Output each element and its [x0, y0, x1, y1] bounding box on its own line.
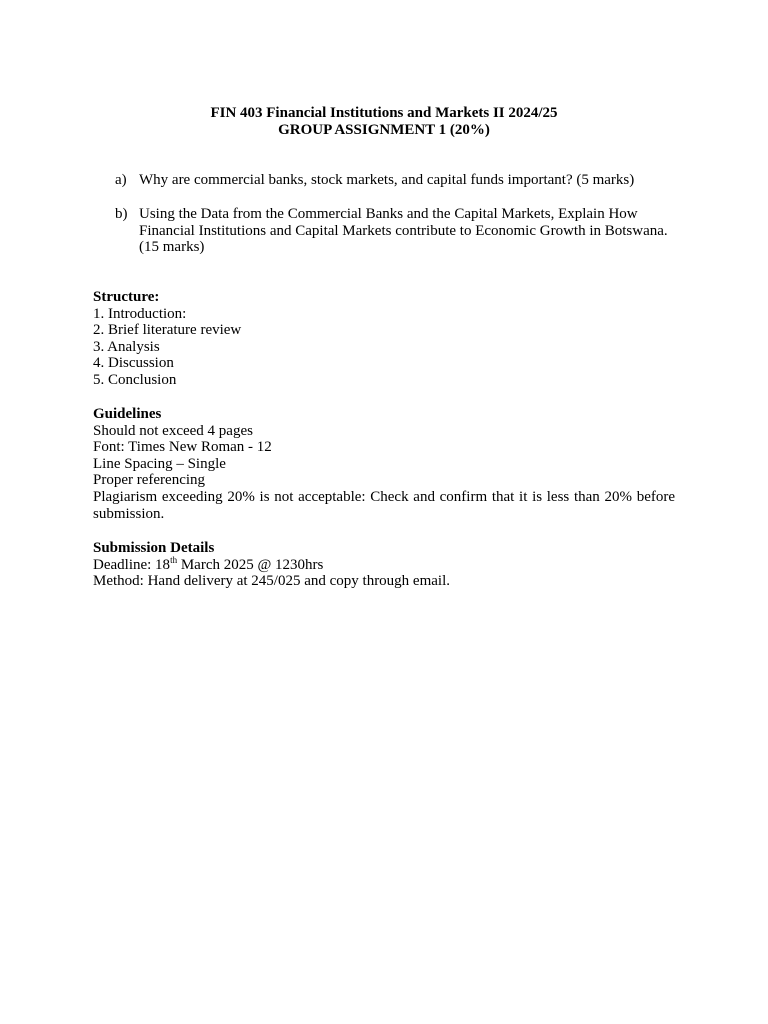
question-text: Using the Data from the Commercial Banks and the Capital Markets, Explain How Financial Institutions and Capital Markets contribute to Economic Growth in Botswana. (15 marks)	[139, 206, 668, 256]
structure-section	[93, 289, 675, 389]
deadline-line	[93, 554, 675, 574]
submission-heading: Submission Details	[93, 540, 215, 556]
question-b	[115, 206, 675, 256]
guideline-item: Line Spacing – Single	[93, 455, 226, 472]
question-a	[115, 172, 675, 189]
question-marker: b)	[115, 206, 128, 222]
guideline-item: Font: Times New Roman - 12	[93, 439, 272, 456]
deadline-prefix: Deadline: 18	[93, 556, 171, 573]
document-title	[0, 105, 768, 138]
guidelines-heading: Guidelines	[93, 406, 162, 422]
question-marker: a)	[115, 172, 127, 188]
structure-item: 5. Conclusion	[93, 371, 177, 388]
question-text: Why are commercial banks, stock markets, and capital funds important? (5 marks)	[139, 172, 635, 188]
guideline-item: Should not exceed 4 pages	[93, 422, 253, 439]
structure-item: 1. Introduction:	[93, 305, 187, 322]
deadline-suffix: March 2025 @ 1230hrs	[177, 556, 324, 573]
method-line: Method: Hand delivery at 245/025 and copy through email.	[93, 573, 451, 590]
structure-item: 2. Brief literature review	[93, 322, 242, 339]
structure-heading: Structure:	[93, 289, 160, 305]
course-title: FIN 403 Financial Institutions and Markets II 2024/25	[210, 105, 558, 121]
submission-section	[93, 540, 675, 590]
structure-item: 4. Discussion	[93, 355, 174, 372]
guidelines-section	[93, 406, 675, 522]
plagiarism-guideline: Plagiarism exceeding 20% is not acceptable: Check and confirm that it is less than 20% before submission.	[93, 488, 675, 522]
guideline-item: Proper referencing	[93, 472, 206, 489]
deadline-ordinal: th	[170, 554, 178, 565]
assignment-title: GROUP ASSIGNMENT 1 (20%)	[278, 121, 490, 138]
structure-item: 3. Analysis	[93, 338, 160, 355]
